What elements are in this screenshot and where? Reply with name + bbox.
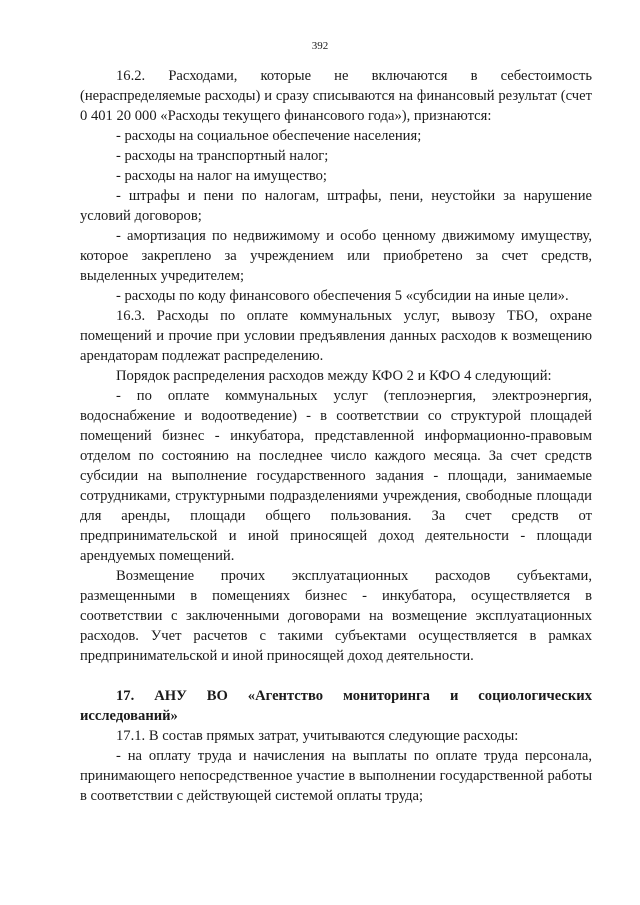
list-item: - расходы на налог на имущество;	[116, 168, 327, 184]
list-item: - расходы на транспортный налог;	[116, 148, 329, 164]
list-item: - расходы по коду финансового обеспечения 5 «субсидии на иные цели».	[116, 288, 569, 304]
list-item: - расходы на социальное обеспечение населения;	[116, 128, 422, 144]
paragraph-distribution-order: Порядок распределения расходов между КФО 2 и КФО 4 следующий:	[116, 368, 552, 384]
page-number: 392	[311, 40, 329, 52]
paragraph-17-1: 17.1. В состав прямых затрат, учитываются следующие расходы:	[116, 728, 519, 744]
list-item: - штрафы и пени по налогам, штрафы, пени, неустойки за нарушение условий договоров;	[80, 188, 592, 224]
paragraph-16-3: 16.3. Расходы по оплате коммунальных услуг, вывозу ТБО, охране помещений и прочие при условии предъявления данных расходов к возмещению арендаторам подлежат распределению.	[80, 308, 592, 364]
section-spacer	[80, 666, 592, 686]
paragraph-16-2: 16.2. Расходами, которые не включаются в себестоимость (нераспределяемые расходы) и сразу списываются на финансовый результат (счет 0 401 20 000 «Расходы текущего финансового года»), признаются:	[80, 68, 592, 124]
document-body	[80, 66, 592, 806]
list-item: - амортизация по недвижимому и особо ценному движимому имуществу, которое закреплено за учреждением или приобретено за счет средств, выделенных учредителем;	[80, 228, 592, 284]
paragraph-utilities: - по оплате коммунальных услуг (теплоэнергия, электроэнергия, водоснабжение и водоотведение) - в соответствии со структурой площадей помещений бизнес - инкубатора, представленной информационно-правовым отделом по состоянию на последнее число каждого месяца. За счет средств субсидии на выполнение государственного задания - площади, занимаемые сотрудниками, структурными подразделениями учреждения, свободные площади для аренды, площади общего пользования. За счет средств от предпринимательской и иной приносящей доход деятельности - площади арендуемых помещений.	[80, 388, 592, 564]
list-item: - на оплату труда и начисления на выплаты по оплате труда персонала, принимающего непосредственное участие в выполнении государственной работы в соответствии с действующей системой оплаты труда;	[80, 748, 592, 804]
paragraph-reimbursement: Возмещение прочих эксплуатационных расходов субъектами, размещенными в помещениях бизнес - инкубатора, осуществляется в соответствии с заключенными договорами на возмещение эксплуатационных расходов. Учет расчетов с такими субъектами осуществляется в рамках предпринимательской и иной приносящей доход деятельности.	[80, 568, 592, 664]
section-heading-17: 17. АНУ ВО «Агентство мониторинга и социологических исследований»	[80, 688, 592, 724]
